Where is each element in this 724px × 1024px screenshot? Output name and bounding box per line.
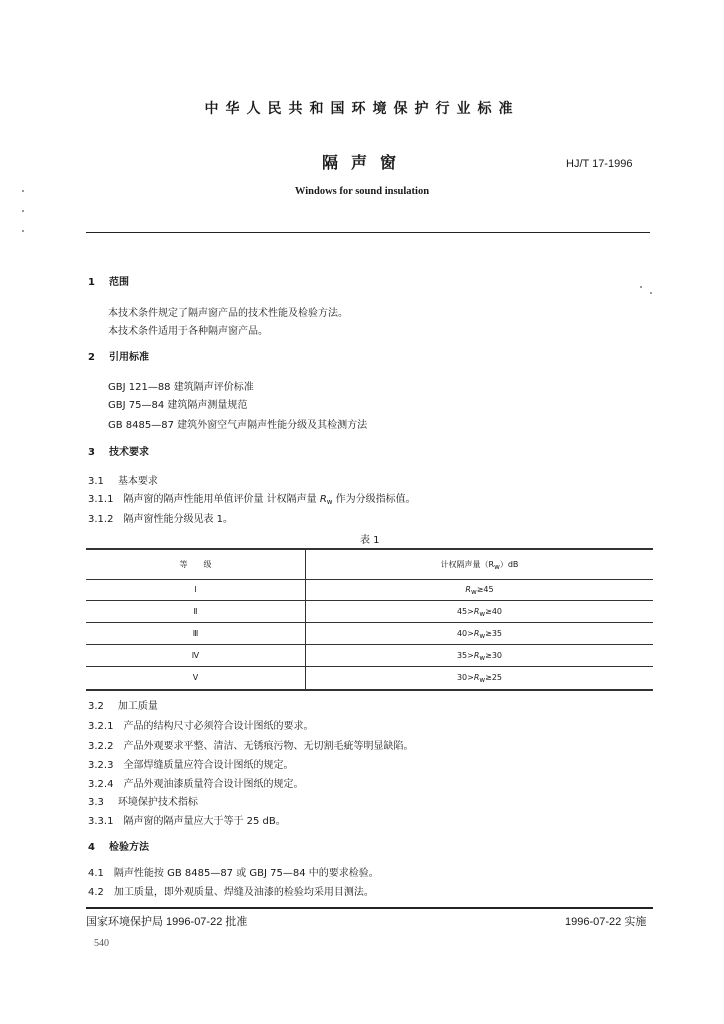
footer-divider (86, 907, 653, 909)
clause-4-2: 4.2 加工质量，即外观质量、焊缝及油漆的检验均采用目测法。 (88, 887, 374, 898)
clause-3-2-1: 3.2.1 产品的结构尺寸必须符合设计图纸的要求。 (88, 721, 314, 732)
scan-artifact (22, 210, 24, 212)
reference-standard: GB 8485—87 建筑外窗空气声隔声性能分级及其检测方法 (108, 420, 368, 431)
scan-artifact (640, 286, 642, 288)
table-caption: 表 1 (360, 535, 380, 546)
approval-info: 国家环境保护局 1996-07-22 批准 (86, 916, 248, 928)
section-1-paragraph-2: 本技术条件适用于各种隔声窗产品。 (108, 326, 268, 337)
table-cell-value: 30>Rw≥25 (456, 673, 503, 684)
clause-3-1-1: 3.1.1 隔声窗的隔声性能用单值评价量 计权隔声量 $R_w$ 作为分级指标值。 (88, 494, 416, 506)
table-cell-value: 35>Rw≥30 (456, 651, 503, 662)
table-cell-grade: Ⅰ (194, 585, 197, 594)
standard-series-title: 中华人民共和国环境保护行业标准 (204, 101, 520, 117)
table-cell-grade: Ⅳ (191, 651, 200, 660)
reference-standard: GBJ 75—84 建筑隔声测量规范 (108, 400, 248, 411)
clause-3-2-4: 3.2.4 产品外观油漆质量符合设计图纸的规定。 (88, 779, 304, 790)
table-cell-value: 40>Rw≥35 (456, 629, 503, 640)
section-1-paragraph-1: 本技术条件规定了隔声窗产品的技术性能及检验方法。 (108, 308, 348, 319)
clause-3-2-2: 3.2.2 产品外观要求平整、清洁、无锈痕污物、无切割毛疵等明显缺陷。 (88, 741, 414, 752)
clause-4-1: 4.1 隔声性能按 GB 8485—87 或 GBJ 75—84 中的要求检验。 (88, 868, 379, 879)
page-number: 540 (94, 938, 109, 949)
table-header-value: 计权隔声量（Rw）dB (440, 560, 519, 571)
table-header-grade: 等 级 (179, 560, 212, 569)
table-cell-grade: Ⅴ (192, 673, 199, 682)
scan-artifact (22, 230, 24, 232)
section-2-heading: 2 引用标准 (88, 352, 149, 363)
section-3-heading: 3 技术要求 (88, 447, 149, 458)
table-cell-grade: Ⅲ (192, 629, 199, 638)
clause-3-1-2: 3.1.2 隔声窗性能分级见表 1。 (88, 514, 233, 525)
section-4-heading: 4 检验方法 (88, 842, 149, 853)
clause-3-2-3: 3.2.3 全部焊缝质量应符合设计图纸的规定。 (88, 760, 294, 771)
table-cell-grade: Ⅱ (193, 607, 198, 616)
reference-standard: GBJ 121—88 建筑隔声评价标准 (108, 382, 254, 393)
section-3-3-heading: 3.3 环境保护技术指标 (88, 797, 198, 808)
scan-artifact (650, 292, 652, 294)
standard-number: HJ/T 17-1996 (566, 158, 633, 170)
implementation-date: 1996-07-22 实施 (565, 916, 647, 928)
section-3-2-heading: 3.2 加工质量 (88, 701, 158, 712)
table-cell-value: Rw≥45 (465, 585, 494, 596)
section-1-heading: 1 范围 (88, 277, 129, 288)
document-title: 隔声窗 (322, 153, 410, 172)
table-cell-value: 45>Rw≥40 (456, 607, 503, 618)
section-3-1-heading: 3.1 基本要求 (88, 476, 158, 487)
english-title: Windows for sound insulation (294, 186, 430, 197)
scan-artifact (22, 190, 24, 192)
header-divider (86, 232, 650, 233)
clause-3-3-1: 3.3.1 隔声窗的隔声量应大于等于 25 dB。 (88, 816, 286, 827)
